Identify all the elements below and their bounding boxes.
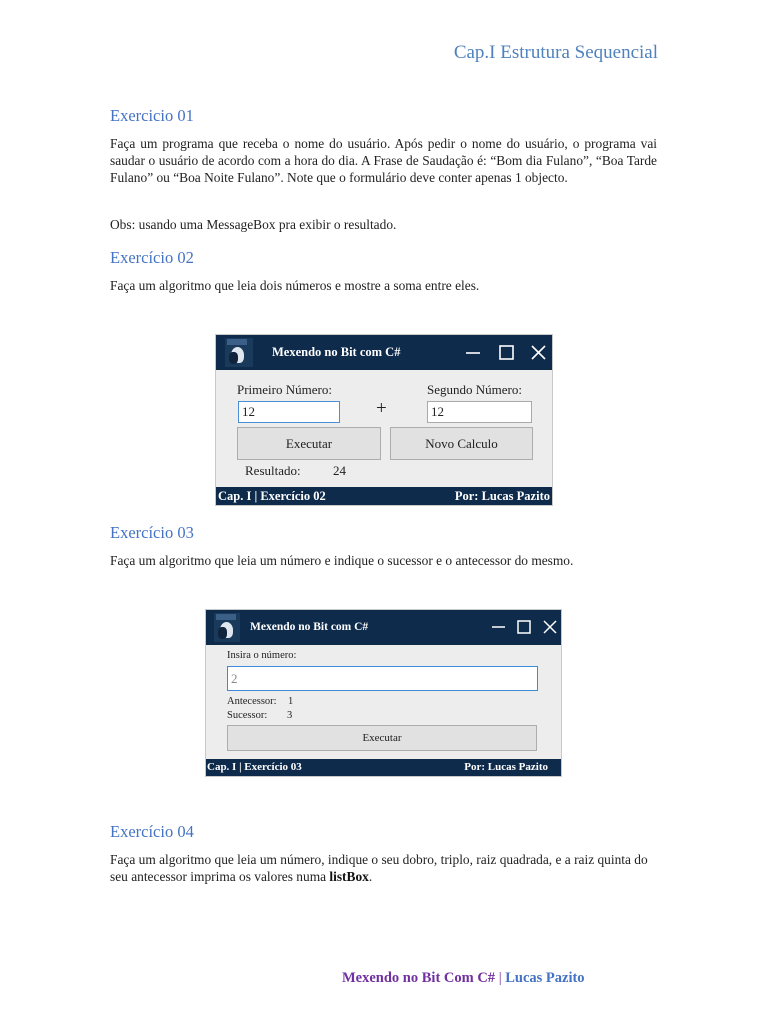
predecessor-label: Antecessor:: [227, 696, 277, 707]
listbox-keyword: listBox: [329, 869, 369, 885]
close-icon[interactable]: [542, 619, 559, 636]
close-icon[interactable]: [530, 344, 548, 362]
first-number-label: Primeiro Número:: [237, 382, 332, 397]
successor-app-title: Mexendo no Bit com C#: [250, 621, 369, 633]
exercise-04-text-start: Faça um algoritmo que leia um número, indique o seu dobro, triplo, raiz quadrada, e a raiz quinta do seu antecessor imprima os valores numa: [110, 852, 648, 885]
exercise-04-heading: Exercício 04: [110, 822, 194, 841]
second-number-input[interactable]: 12: [427, 401, 532, 423]
plus-sign: +: [376, 398, 387, 419]
exercise-03-heading: Exercício 03: [110, 523, 194, 542]
execute-button[interactable]: Executar: [227, 725, 537, 751]
successor-app-statusbar: [206, 759, 561, 776]
execute-button[interactable]: Executar: [237, 427, 381, 460]
app-logo-icon: [225, 338, 253, 367]
minimize-icon[interactable]: [464, 344, 482, 362]
second-number-label: Segundo Número:: [427, 382, 522, 397]
first-number-input[interactable]: 12: [238, 401, 340, 423]
successor-app-window: [205, 609, 562, 777]
successor-label: Sucessor:: [227, 710, 268, 721]
footer-separator: |: [498, 970, 502, 986]
exercise-01-heading: Exercicio 01: [110, 106, 194, 125]
predecessor-value: 1: [288, 696, 294, 707]
sum-app-window: [215, 334, 553, 506]
app-logo-icon: [214, 613, 240, 642]
number-input[interactable]: 2: [227, 666, 538, 691]
statusbar-chapter: Cap. I | Exercício 03: [207, 761, 302, 773]
exercise-02-heading: Exercício 02: [110, 248, 194, 267]
minimize-icon[interactable]: [490, 619, 507, 636]
statusbar-author: Por: Lucas Pazito: [464, 761, 548, 773]
maximize-icon[interactable]: [498, 344, 516, 362]
statusbar-chapter: Cap. I | Exercício 02: [218, 489, 326, 503]
maximize-icon[interactable]: [516, 619, 533, 636]
page-header-title: Cap.I Estrutura Sequencial: [453, 42, 658, 63]
result-value: 24: [333, 463, 346, 478]
result-label: Resultado:: [245, 463, 301, 478]
footer-author: Lucas Pazito: [505, 970, 585, 986]
page-footer: [342, 970, 585, 987]
exercise-04-text: [110, 851, 657, 885]
exercise-01-obs: Obs: usando uma MessageBox pra exibir o resultado.: [110, 217, 397, 232]
sum-app-titlebar[interactable]: [216, 335, 552, 370]
new-calculation-button[interactable]: Novo Calculo: [390, 427, 533, 460]
statusbar-author: Por: Lucas Pazito: [454, 489, 550, 503]
sum-app-title: Mexendo no Bit com C#: [272, 345, 401, 359]
exercise-01-text: Faça um programa que receba o nome do usuário. Após pedir o nome do usuário, o programa vai saudar o usuário de acordo com a hora do dia. A Frase de Saudação é: “Bom dia Fulano”, “Boa Tarde Fulano” ou “Boa Noite Fulano”. Note que o formulário deve conter apenas 1 objecto.: [110, 136, 657, 186]
exercise-03-text: Faça um algoritmo que leia um número e indique o sucessor e o antecessor do mesmo.: [110, 553, 574, 568]
successor-app-titlebar[interactable]: [206, 610, 561, 645]
exercise-04-text-end: .: [368, 869, 373, 885]
footer-brand: Mexendo no Bit Com C#: [342, 970, 496, 986]
number-input-label: Insira o número:: [227, 650, 297, 661]
successor-value: 3: [287, 710, 293, 721]
exercise-02-text: Faça um algoritmo que leia dois números e mostre a soma entre eles.: [110, 278, 480, 293]
sum-app-statusbar: [216, 487, 552, 505]
